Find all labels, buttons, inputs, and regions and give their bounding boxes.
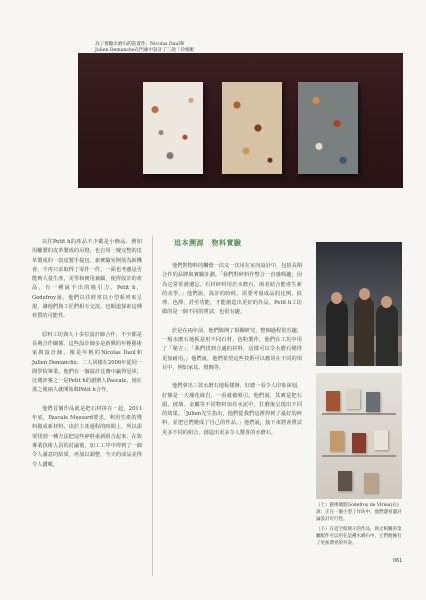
middle-text-column bbox=[162, 238, 302, 447]
middle-paragraph: 於是在兩年前，他們與開了相關研究，整個過程很有趣。一般水磨石地板是用不同石材、色粉製作，他們在工坊中用了「秘方」，「我們找到合適的材料，這樣可以令水磨石變得更加耐用。」他們說，他們希望這些技術可以應用在不同的項目中，例如家具、燈飾等。 bbox=[162, 327, 302, 371]
middle-paragraph: 他們對物料的觸覺一次又一次用在室內設計中，包括長期合作的品牌與實驗計劃。「我們對碎料作整合一直感興趣，因為它常常被遺忘。石材碎料用於水磨石，兩者結合能產生新的美學。」他們說，設計的時候，需要考量成品的比例、紋理、色澤，甚至功能，才能創造出更好的作品。Petit h工坊做的是一個不同的嘗試，也很有趣。 bbox=[162, 263, 302, 316]
terrazzo-sample-right bbox=[298, 82, 358, 174]
shelf bbox=[322, 455, 396, 457]
left-paragraph: 他們首個作品就是把石材拼在一起，2011年底，Pascale Mussard要求，利用生產的殘料做成新材料，由於主產過程的時間上，所以需要找到一種方法把這些碎料重新組合起來。在與專業技術人員的討論後，加工工序中得到了一個令人滿意的結果，再加以調整，今天的成品美得令人讚嘆。 bbox=[32, 405, 142, 468]
material-tile bbox=[326, 391, 340, 411]
person-head bbox=[381, 296, 392, 308]
top-photo-caption: 為了實驗水磨石的前置作，Nicolas Daul和Julien Demanche在門廊中設計了三款「玲瑯配 bbox=[95, 42, 195, 53]
material-tile bbox=[330, 431, 344, 451]
section-heading: 追本溯源 物料實驗 bbox=[174, 238, 242, 247]
page-number: 061 bbox=[393, 559, 403, 564]
column-divider bbox=[152, 236, 153, 576]
left-paragraph: 以往Petit h的產品不少都是小飾品，例如用蠟製的皮革製成的吊燈，也有用一塊完整的皮革製成的一款皮製手提包。新實驗室開放為新機會，不再只求取得了零件一件，一面也考慮是否能夠大量生產，美學和實用兼顧，使得設計的產品，有一種說不出的吸引力。Petit h，Godefroy說，他們以往經常以小型系列來呈現，讓他們與工匠們相互交流、也順道探索這種材質的可能性。 bbox=[32, 239, 142, 320]
material-tile bbox=[338, 471, 352, 491]
caption-upper: （上）藝術總監Godefroy de Virieu(右)說：正在一個小型工作坊中，他們邊看邊討論設計可行性。 bbox=[316, 503, 402, 522]
left-text-column bbox=[32, 238, 142, 479]
material-tile bbox=[364, 473, 378, 493]
terrazzo-sample-left bbox=[143, 82, 203, 174]
left-paragraph: 原料工坊與九十多位設計師合作，不少都是長期合作關係。這些設計師多是新興的年輕藝術家與設計師，像是年輕的Nicolas Daul和Julien Demanche，二人同樣在2006年從同一間學院畢業。他們在一個設計比賽中贏得冠軍，比賽評審之一是Petit h的創辦人Pascale，她在那之後兩人就開始與Petit h合作。 bbox=[32, 331, 142, 394]
person-head bbox=[331, 292, 342, 304]
material-shelf-photo bbox=[316, 373, 402, 499]
workshop-photo bbox=[316, 242, 402, 366]
middle-paragraph: 他們拿出三款水磨石地板樣辦，好總一看令人印象深刻，好像是一大塊花崗岩，一看就被吸引。他們說，其實是把石頭、玻璃、金屬等不同物料加在水泥中，打磨後呈現出不同的效果。「Julien先生指出，他們從我們這裡得到了最好的碎料，並把它們變成了自己的作品。」他們說，接下來將會嘗試更多不同的組合，創造出更多令人驚喜的水磨石。 bbox=[162, 383, 302, 436]
shelf bbox=[322, 413, 396, 415]
person-figure bbox=[354, 296, 374, 366]
person-figure bbox=[376, 304, 398, 366]
material-tile bbox=[366, 392, 380, 412]
material-tile bbox=[352, 433, 366, 453]
terrazzo-samples-photo bbox=[78, 53, 403, 188]
person-figure bbox=[326, 300, 348, 366]
right-captions bbox=[316, 503, 404, 552]
material-tile bbox=[346, 389, 360, 409]
caption-lower: （下）在這空間展示的作品，與之相關的金屬配件可以用在這種水磨石中，它們便擁有了更加漂亮的外表。 bbox=[316, 527, 402, 546]
terrazzo-sample-middle bbox=[222, 82, 282, 174]
material-tile bbox=[374, 430, 388, 450]
person-head bbox=[359, 288, 370, 300]
